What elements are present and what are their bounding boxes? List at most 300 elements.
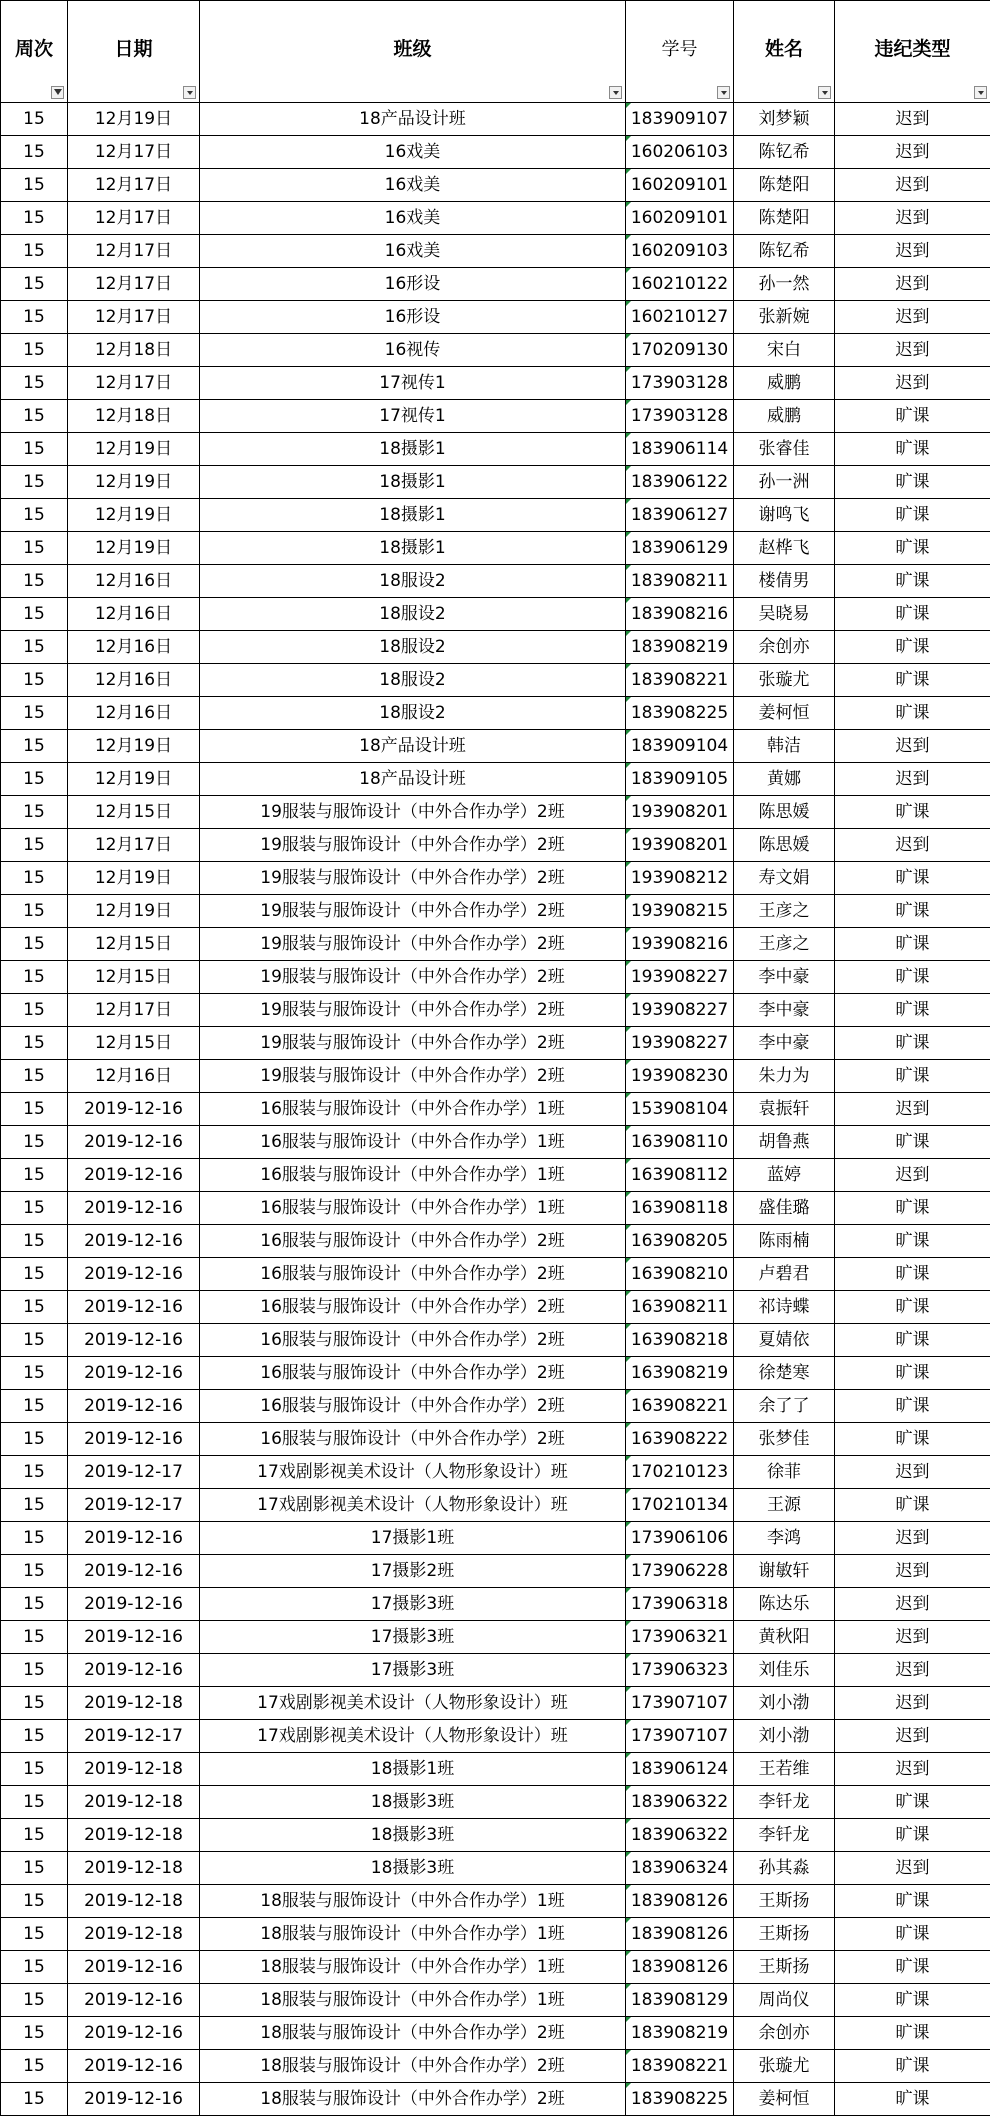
cell-name[interactable]: 陈钇希 (734, 136, 835, 169)
cell-violation-type[interactable]: 旷课 (835, 1984, 990, 2017)
cell-class[interactable]: 18产品设计班 (200, 730, 626, 763)
cell-name[interactable]: 周尚仪 (734, 1984, 835, 2017)
cell-week[interactable]: 15 (1, 598, 68, 631)
cell-student-id[interactable]: 160210122 (626, 268, 734, 301)
cell-student-id[interactable]: 173906321 (626, 1621, 734, 1654)
cell-student-id[interactable]: 160206103 (626, 136, 734, 169)
cell-violation-type[interactable]: 旷课 (835, 862, 990, 895)
cell-violation-type[interactable]: 迟到 (835, 1753, 990, 1786)
cell-week[interactable]: 15 (1, 1885, 68, 1918)
cell-class[interactable]: 17视传1 (200, 367, 626, 400)
cell-week[interactable]: 15 (1, 169, 68, 202)
cell-week[interactable]: 15 (1, 367, 68, 400)
cell-name[interactable]: 寿文娟 (734, 862, 835, 895)
cell-date[interactable]: 2019-12-16 (68, 1126, 200, 1159)
cell-student-id[interactable]: 163908112 (626, 1159, 734, 1192)
cell-date[interactable]: 12月18日 (68, 400, 200, 433)
cell-student-id[interactable]: 193908227 (626, 994, 734, 1027)
cell-class[interactable]: 16形设 (200, 268, 626, 301)
cell-week[interactable]: 15 (1, 400, 68, 433)
cell-week[interactable]: 15 (1, 1390, 68, 1423)
cell-week[interactable]: 15 (1, 631, 68, 664)
cell-name[interactable]: 夏婧依 (734, 1324, 835, 1357)
cell-student-id[interactable]: 183908219 (626, 631, 734, 664)
cell-class[interactable]: 18服设2 (200, 664, 626, 697)
cell-name[interactable]: 李钎龙 (734, 1819, 835, 1852)
cell-class[interactable]: 17戏剧影视美术设计（人物形象设计）班 (200, 1489, 626, 1522)
cell-class[interactable]: 17摄影3班 (200, 1588, 626, 1621)
cell-violation-type[interactable]: 旷课 (835, 1489, 990, 1522)
cell-name[interactable]: 盛佳璐 (734, 1192, 835, 1225)
cell-date[interactable]: 12月16日 (68, 664, 200, 697)
cell-student-id[interactable]: 183906122 (626, 466, 734, 499)
cell-student-id[interactable]: 163908211 (626, 1291, 734, 1324)
cell-student-id[interactable]: 153908104 (626, 1093, 734, 1126)
cell-date[interactable]: 2019-12-16 (68, 1159, 200, 1192)
cell-student-id[interactable]: 160209103 (626, 235, 734, 268)
cell-class[interactable]: 19服装与服饰设计（中外合作办学）2班 (200, 1060, 626, 1093)
cell-violation-type[interactable]: 迟到 (835, 301, 990, 334)
cell-violation-type[interactable]: 迟到 (835, 1522, 990, 1555)
cell-name[interactable]: 姜柯恒 (734, 697, 835, 730)
cell-name[interactable]: 黄娜 (734, 763, 835, 796)
cell-week[interactable]: 15 (1, 730, 68, 763)
cell-violation-type[interactable]: 旷课 (835, 1951, 990, 1984)
cell-name[interactable]: 余创亦 (734, 631, 835, 664)
cell-student-id[interactable]: 183908225 (626, 697, 734, 730)
cell-student-id[interactable]: 173906106 (626, 1522, 734, 1555)
cell-date[interactable]: 2019-12-16 (68, 1951, 200, 1984)
cell-date[interactable]: 2019-12-16 (68, 1522, 200, 1555)
cell-week[interactable]: 15 (1, 301, 68, 334)
cell-violation-type[interactable]: 迟到 (835, 1654, 990, 1687)
cell-class[interactable]: 17视传1 (200, 400, 626, 433)
cell-violation-type[interactable]: 旷课 (835, 1225, 990, 1258)
cell-week[interactable]: 15 (1, 103, 68, 136)
cell-date[interactable]: 12月17日 (68, 994, 200, 1027)
cell-class[interactable]: 17戏剧影视美术设计（人物形象设计）班 (200, 1687, 626, 1720)
cell-name[interactable]: 徐楚寒 (734, 1357, 835, 1390)
cell-class[interactable]: 18服装与服饰设计（中外合作办学）1班 (200, 1918, 626, 1951)
cell-class[interactable]: 18摄影1 (200, 499, 626, 532)
cell-date[interactable]: 12月19日 (68, 466, 200, 499)
cell-student-id[interactable]: 183908129 (626, 1984, 734, 2017)
cell-student-id[interactable]: 193908201 (626, 796, 734, 829)
cell-class[interactable]: 16服装与服饰设计（中外合作办学）2班 (200, 1225, 626, 1258)
cell-student-id[interactable]: 160209101 (626, 169, 734, 202)
cell-name[interactable]: 陈钇希 (734, 235, 835, 268)
cell-name[interactable]: 祁诗蝶 (734, 1291, 835, 1324)
cell-student-id[interactable]: 173906228 (626, 1555, 734, 1588)
cell-student-id[interactable]: 173903128 (626, 400, 734, 433)
cell-violation-type[interactable]: 迟到 (835, 202, 990, 235)
cell-name[interactable]: 陈达乐 (734, 1588, 835, 1621)
cell-student-id[interactable]: 163908205 (626, 1225, 734, 1258)
cell-date[interactable]: 2019-12-16 (68, 1588, 200, 1621)
cell-date[interactable]: 12月17日 (68, 235, 200, 268)
cell-student-id[interactable]: 183908126 (626, 1951, 734, 1984)
cell-student-id[interactable]: 173907107 (626, 1687, 734, 1720)
cell-violation-type[interactable]: 迟到 (835, 136, 990, 169)
cell-name[interactable]: 宋白 (734, 334, 835, 367)
cell-name[interactable]: 姜柯恒 (734, 2083, 835, 2116)
cell-name[interactable]: 吴晓易 (734, 598, 835, 631)
cell-violation-type[interactable]: 旷课 (835, 961, 990, 994)
cell-violation-type[interactable]: 迟到 (835, 763, 990, 796)
cell-date[interactable]: 2019-12-16 (68, 1291, 200, 1324)
cell-class[interactable]: 16服装与服饰设计（中外合作办学）1班 (200, 1192, 626, 1225)
cell-date[interactable]: 12月19日 (68, 763, 200, 796)
cell-student-id[interactable]: 173903128 (626, 367, 734, 400)
cell-student-id[interactable]: 193908227 (626, 1027, 734, 1060)
cell-name[interactable]: 袁振轩 (734, 1093, 835, 1126)
cell-violation-type[interactable]: 旷课 (835, 1918, 990, 1951)
cell-violation-type[interactable]: 旷课 (835, 466, 990, 499)
cell-week[interactable]: 15 (1, 796, 68, 829)
cell-date[interactable]: 2019-12-16 (68, 1225, 200, 1258)
cell-student-id[interactable]: 183908221 (626, 2050, 734, 2083)
cell-violation-type[interactable]: 迟到 (835, 1852, 990, 1885)
cell-violation-type[interactable]: 迟到 (835, 829, 990, 862)
cell-date[interactable]: 12月17日 (68, 202, 200, 235)
cell-week[interactable]: 15 (1, 1753, 68, 1786)
cell-violation-type[interactable]: 迟到 (835, 103, 990, 136)
cell-week[interactable]: 15 (1, 1225, 68, 1258)
cell-class[interactable]: 18产品设计班 (200, 103, 626, 136)
cell-violation-type[interactable]: 旷课 (835, 994, 990, 1027)
cell-date[interactable]: 2019-12-17 (68, 1456, 200, 1489)
cell-name[interactable]: 陈雨楠 (734, 1225, 835, 1258)
cell-week[interactable]: 15 (1, 1060, 68, 1093)
cell-class[interactable]: 16服装与服饰设计（中外合作办学）2班 (200, 1324, 626, 1357)
cell-name[interactable]: 李鸿 (734, 1522, 835, 1555)
cell-name[interactable]: 王彦之 (734, 928, 835, 961)
cell-class[interactable]: 19服装与服饰设计（中外合作办学）2班 (200, 1027, 626, 1060)
cell-class[interactable]: 18服装与服饰设计（中外合作办学）2班 (200, 2083, 626, 2116)
cell-week[interactable]: 15 (1, 1588, 68, 1621)
cell-student-id[interactable]: 170210134 (626, 1489, 734, 1522)
cell-week[interactable]: 15 (1, 1126, 68, 1159)
cell-violation-type[interactable]: 旷课 (835, 433, 990, 466)
cell-date[interactable]: 2019-12-17 (68, 1489, 200, 1522)
cell-date[interactable]: 12月16日 (68, 697, 200, 730)
cell-date[interactable]: 2019-12-18 (68, 1687, 200, 1720)
cell-violation-type[interactable]: 迟到 (835, 1588, 990, 1621)
cell-name[interactable]: 陈楚阳 (734, 169, 835, 202)
cell-date[interactable]: 12月19日 (68, 730, 200, 763)
cell-class[interactable]: 16戏美 (200, 235, 626, 268)
cell-violation-type[interactable]: 迟到 (835, 268, 990, 301)
cell-name[interactable]: 韩洁 (734, 730, 835, 763)
cell-student-id[interactable]: 163908110 (626, 1126, 734, 1159)
cell-name[interactable]: 威鹏 (734, 367, 835, 400)
cell-violation-type[interactable]: 旷课 (835, 1291, 990, 1324)
cell-date[interactable]: 2019-12-18 (68, 1918, 200, 1951)
cell-class[interactable]: 16形设 (200, 301, 626, 334)
cell-student-id[interactable]: 183908221 (626, 664, 734, 697)
cell-class[interactable]: 18服装与服饰设计（中外合作办学）1班 (200, 1951, 626, 1984)
filter-dropdown-icon[interactable] (609, 86, 622, 99)
cell-week[interactable]: 15 (1, 1423, 68, 1456)
cell-student-id[interactable]: 160209101 (626, 202, 734, 235)
cell-student-id[interactable]: 193908215 (626, 895, 734, 928)
cell-student-id[interactable]: 163908219 (626, 1357, 734, 1390)
cell-week[interactable]: 15 (1, 334, 68, 367)
cell-student-id[interactable]: 163908210 (626, 1258, 734, 1291)
cell-class[interactable]: 18摄影1班 (200, 1753, 626, 1786)
cell-student-id[interactable]: 183909104 (626, 730, 734, 763)
cell-class[interactable]: 19服装与服饰设计（中外合作办学）2班 (200, 961, 626, 994)
cell-student-id[interactable]: 183908219 (626, 2017, 734, 2050)
cell-week[interactable]: 15 (1, 136, 68, 169)
cell-class[interactable]: 16服装与服饰设计（中外合作办学）2班 (200, 1258, 626, 1291)
cell-violation-type[interactable]: 旷课 (835, 1060, 990, 1093)
cell-class[interactable]: 19服装与服饰设计（中外合作办学）2班 (200, 895, 626, 928)
cell-violation-type[interactable]: 旷课 (835, 664, 990, 697)
cell-date[interactable]: 2019-12-16 (68, 2017, 200, 2050)
cell-date[interactable]: 12月19日 (68, 433, 200, 466)
cell-date[interactable]: 12月19日 (68, 499, 200, 532)
cell-student-id[interactable]: 183908216 (626, 598, 734, 631)
cell-name[interactable]: 胡鲁燕 (734, 1126, 835, 1159)
cell-date[interactable]: 12月16日 (68, 631, 200, 664)
cell-week[interactable]: 15 (1, 829, 68, 862)
cell-class[interactable]: 18服设2 (200, 598, 626, 631)
cell-violation-type[interactable]: 旷课 (835, 1423, 990, 1456)
cell-week[interactable]: 15 (1, 862, 68, 895)
cell-name[interactable]: 张璇尤 (734, 2050, 835, 2083)
cell-week[interactable]: 15 (1, 235, 68, 268)
cell-class[interactable]: 16戏美 (200, 169, 626, 202)
cell-week[interactable]: 15 (1, 1951, 68, 1984)
cell-name[interactable]: 李中豪 (734, 1027, 835, 1060)
cell-date[interactable]: 12月19日 (68, 895, 200, 928)
cell-student-id[interactable]: 163908221 (626, 1390, 734, 1423)
cell-student-id[interactable]: 183906114 (626, 433, 734, 466)
filter-dropdown-icon[interactable] (974, 86, 987, 99)
cell-week[interactable]: 15 (1, 1786, 68, 1819)
cell-violation-type[interactable]: 旷课 (835, 2017, 990, 2050)
cell-date[interactable]: 2019-12-16 (68, 1423, 200, 1456)
cell-class[interactable]: 18服设2 (200, 697, 626, 730)
cell-date[interactable]: 2019-12-16 (68, 1324, 200, 1357)
cell-violation-type[interactable]: 迟到 (835, 1456, 990, 1489)
cell-week[interactable]: 15 (1, 697, 68, 730)
cell-week[interactable]: 15 (1, 466, 68, 499)
cell-violation-type[interactable]: 迟到 (835, 235, 990, 268)
cell-violation-type[interactable]: 旷课 (835, 565, 990, 598)
cell-violation-type[interactable]: 旷课 (835, 1324, 990, 1357)
cell-date[interactable]: 2019-12-18 (68, 1753, 200, 1786)
cell-violation-type[interactable]: 旷课 (835, 598, 990, 631)
cell-date[interactable]: 2019-12-18 (68, 1885, 200, 1918)
cell-name[interactable]: 孙其淼 (734, 1852, 835, 1885)
cell-class[interactable]: 18产品设计班 (200, 763, 626, 796)
cell-name[interactable]: 刘佳乐 (734, 1654, 835, 1687)
cell-class[interactable]: 16服装与服饰设计（中外合作办学）2班 (200, 1357, 626, 1390)
cell-violation-type[interactable]: 迟到 (835, 730, 990, 763)
cell-name[interactable]: 谢鸣飞 (734, 499, 835, 532)
cell-student-id[interactable]: 183906129 (626, 532, 734, 565)
cell-class[interactable]: 19服装与服饰设计（中外合作办学）2班 (200, 928, 626, 961)
cell-class[interactable]: 16服装与服饰设计（中外合作办学）1班 (200, 1093, 626, 1126)
cell-date[interactable]: 2019-12-16 (68, 1258, 200, 1291)
cell-violation-type[interactable]: 迟到 (835, 334, 990, 367)
cell-date[interactable]: 12月15日 (68, 961, 200, 994)
filter-active-icon[interactable] (51, 86, 64, 99)
cell-date[interactable]: 2019-12-16 (68, 1984, 200, 2017)
cell-name[interactable]: 赵桦飞 (734, 532, 835, 565)
cell-student-id[interactable]: 193908201 (626, 829, 734, 862)
cell-name[interactable]: 徐菲 (734, 1456, 835, 1489)
cell-week[interactable]: 15 (1, 1258, 68, 1291)
cell-name[interactable]: 刘小渤 (734, 1720, 835, 1753)
cell-name[interactable]: 楼倩男 (734, 565, 835, 598)
cell-class[interactable]: 16戏美 (200, 202, 626, 235)
cell-class[interactable]: 16服装与服饰设计（中外合作办学）2班 (200, 1423, 626, 1456)
cell-student-id[interactable]: 163908118 (626, 1192, 734, 1225)
cell-violation-type[interactable]: 旷课 (835, 400, 990, 433)
cell-violation-type[interactable]: 旷课 (835, 1258, 990, 1291)
cell-date[interactable]: 12月15日 (68, 796, 200, 829)
filter-dropdown-icon[interactable] (183, 86, 196, 99)
cell-violation-type[interactable]: 迟到 (835, 1093, 990, 1126)
cell-violation-type[interactable]: 旷课 (835, 895, 990, 928)
cell-date[interactable]: 2019-12-16 (68, 1390, 200, 1423)
cell-violation-type[interactable]: 旷课 (835, 2083, 990, 2116)
cell-name[interactable]: 孙一洲 (734, 466, 835, 499)
cell-violation-type[interactable]: 旷课 (835, 928, 990, 961)
cell-violation-type[interactable]: 旷课 (835, 532, 990, 565)
cell-name[interactable]: 陈思媛 (734, 796, 835, 829)
cell-class[interactable]: 18服设2 (200, 565, 626, 598)
cell-class[interactable]: 19服装与服饰设计（中外合作办学）2班 (200, 862, 626, 895)
cell-name[interactable]: 张璇尤 (734, 664, 835, 697)
cell-student-id[interactable]: 183906322 (626, 1786, 734, 1819)
cell-date[interactable]: 2019-12-18 (68, 1819, 200, 1852)
cell-class[interactable]: 19服装与服饰设计（中外合作办学）2班 (200, 994, 626, 1027)
cell-date[interactable]: 2019-12-16 (68, 1357, 200, 1390)
cell-student-id[interactable]: 183908126 (626, 1918, 734, 1951)
cell-class[interactable]: 18服设2 (200, 631, 626, 664)
cell-student-id[interactable]: 183908225 (626, 2083, 734, 2116)
cell-name[interactable]: 李钎龙 (734, 1786, 835, 1819)
cell-date[interactable]: 12月17日 (68, 367, 200, 400)
cell-name[interactable]: 威鹏 (734, 400, 835, 433)
cell-week[interactable]: 15 (1, 1555, 68, 1588)
cell-name[interactable]: 王彦之 (734, 895, 835, 928)
cell-date[interactable]: 2019-12-18 (68, 1852, 200, 1885)
cell-week[interactable]: 15 (1, 1159, 68, 1192)
cell-class[interactable]: 18服装与服饰设计（中外合作办学）1班 (200, 1885, 626, 1918)
cell-date[interactable]: 12月17日 (68, 268, 200, 301)
cell-date[interactable]: 2019-12-16 (68, 1093, 200, 1126)
cell-student-id[interactable]: 173907107 (626, 1720, 734, 1753)
cell-date[interactable]: 12月15日 (68, 928, 200, 961)
cell-violation-type[interactable]: 旷课 (835, 499, 990, 532)
cell-week[interactable]: 15 (1, 202, 68, 235)
cell-violation-type[interactable]: 迟到 (835, 1720, 990, 1753)
cell-class[interactable]: 19服装与服饰设计（中外合作办学）2班 (200, 829, 626, 862)
cell-class[interactable]: 18服装与服饰设计（中外合作办学）2班 (200, 2017, 626, 2050)
cell-name[interactable]: 卢碧君 (734, 1258, 835, 1291)
cell-date[interactable]: 12月19日 (68, 103, 200, 136)
cell-violation-type[interactable]: 迟到 (835, 169, 990, 202)
cell-name[interactable]: 朱力为 (734, 1060, 835, 1093)
cell-student-id[interactable]: 183909107 (626, 103, 734, 136)
cell-student-id[interactable]: 183906127 (626, 499, 734, 532)
cell-date[interactable]: 2019-12-16 (68, 2083, 200, 2116)
cell-violation-type[interactable]: 旷课 (835, 1192, 990, 1225)
cell-student-id[interactable]: 170209130 (626, 334, 734, 367)
cell-class[interactable]: 18摄影1 (200, 433, 626, 466)
cell-class[interactable]: 17摄影2班 (200, 1555, 626, 1588)
cell-student-id[interactable]: 173906318 (626, 1588, 734, 1621)
cell-date[interactable]: 2019-12-16 (68, 1654, 200, 1687)
cell-class[interactable]: 16服装与服饰设计（中外合作办学）2班 (200, 1291, 626, 1324)
cell-name[interactable]: 张新婉 (734, 301, 835, 334)
cell-week[interactable]: 15 (1, 1291, 68, 1324)
cell-week[interactable]: 15 (1, 1687, 68, 1720)
cell-week[interactable]: 15 (1, 763, 68, 796)
cell-name[interactable]: 王若维 (734, 1753, 835, 1786)
cell-class[interactable]: 16戏美 (200, 136, 626, 169)
cell-name[interactable]: 陈思媛 (734, 829, 835, 862)
cell-violation-type[interactable]: 旷课 (835, 1819, 990, 1852)
cell-violation-type[interactable]: 旷课 (835, 1027, 990, 1060)
cell-name[interactable]: 余了了 (734, 1390, 835, 1423)
cell-class[interactable]: 17戏剧影视美术设计（人物形象设计）班 (200, 1456, 626, 1489)
cell-student-id[interactable]: 163908218 (626, 1324, 734, 1357)
cell-week[interactable]: 15 (1, 1093, 68, 1126)
cell-class[interactable]: 16视传 (200, 334, 626, 367)
cell-violation-type[interactable]: 旷课 (835, 796, 990, 829)
cell-violation-type[interactable]: 迟到 (835, 1159, 990, 1192)
cell-week[interactable]: 15 (1, 1489, 68, 1522)
cell-name[interactable]: 王斯扬 (734, 1951, 835, 1984)
cell-class[interactable]: 18服装与服饰设计（中外合作办学）1班 (200, 1984, 626, 2017)
cell-violation-type[interactable]: 旷课 (835, 631, 990, 664)
cell-student-id[interactable]: 183908211 (626, 565, 734, 598)
cell-date[interactable]: 12月15日 (68, 1027, 200, 1060)
cell-week[interactable]: 15 (1, 1192, 68, 1225)
cell-name[interactable]: 蓝婷 (734, 1159, 835, 1192)
cell-week[interactable]: 15 (1, 1522, 68, 1555)
cell-violation-type[interactable]: 旷课 (835, 1786, 990, 1819)
cell-week[interactable]: 15 (1, 664, 68, 697)
cell-student-id[interactable]: 183906324 (626, 1852, 734, 1885)
cell-week[interactable]: 15 (1, 268, 68, 301)
cell-date[interactable]: 2019-12-16 (68, 1192, 200, 1225)
cell-week[interactable]: 15 (1, 1852, 68, 1885)
cell-date[interactable]: 12月19日 (68, 532, 200, 565)
cell-date[interactable]: 2019-12-17 (68, 1720, 200, 1753)
cell-date[interactable]: 12月17日 (68, 169, 200, 202)
cell-name[interactable]: 李中豪 (734, 994, 835, 1027)
cell-student-id[interactable]: 193908230 (626, 1060, 734, 1093)
cell-week[interactable]: 15 (1, 433, 68, 466)
cell-class[interactable]: 18服装与服饰设计（中外合作办学）2班 (200, 2050, 626, 2083)
cell-violation-type[interactable]: 旷课 (835, 1885, 990, 1918)
cell-name[interactable]: 张梦佳 (734, 1423, 835, 1456)
cell-week[interactable]: 15 (1, 1324, 68, 1357)
cell-student-id[interactable]: 183906124 (626, 1753, 734, 1786)
cell-class[interactable]: 19服装与服饰设计（中外合作办学）2班 (200, 796, 626, 829)
cell-student-id[interactable]: 193908227 (626, 961, 734, 994)
cell-name[interactable]: 王斯扬 (734, 1918, 835, 1951)
cell-student-id[interactable]: 173906323 (626, 1654, 734, 1687)
cell-violation-type[interactable]: 旷课 (835, 1126, 990, 1159)
